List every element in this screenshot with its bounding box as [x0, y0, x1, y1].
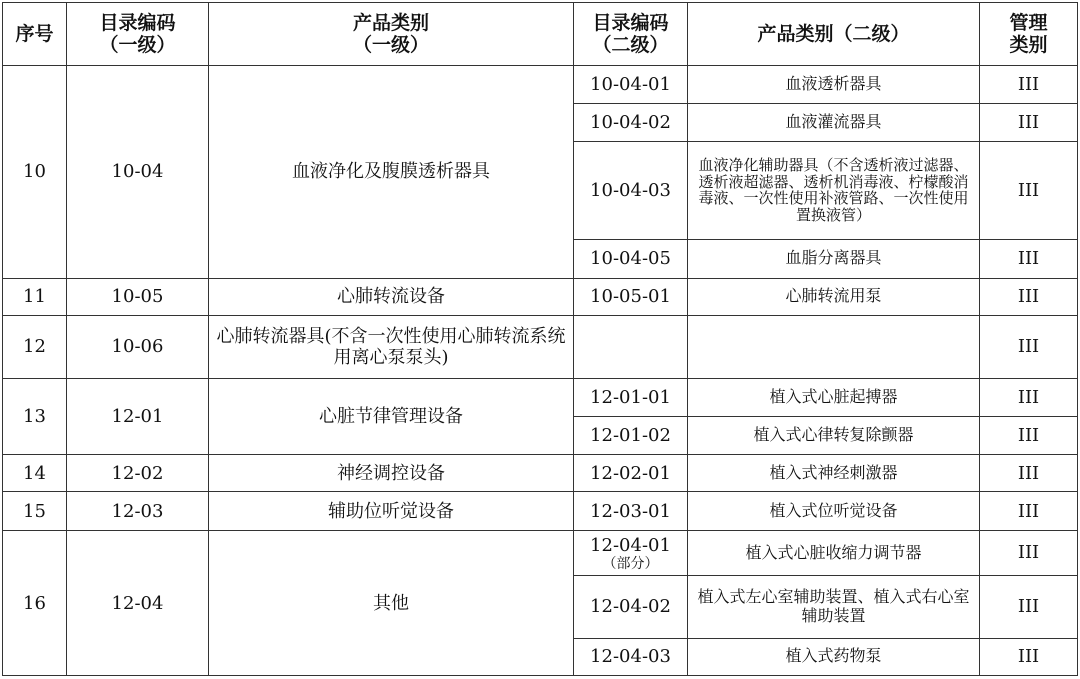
category-level2-cell: 心肺转流用泵	[688, 278, 980, 315]
table-row	[3, 66, 1078, 104]
category-level2-cell: 植入式心律转复除颤器	[688, 417, 980, 455]
device-catalog-table	[2, 2, 1078, 676]
table-row	[3, 379, 1078, 417]
code-level1-cell: 12-02	[67, 455, 209, 492]
seq-cell: 12	[3, 315, 67, 378]
code-level2-cell: 12-02-01	[574, 455, 688, 492]
header-category-level2: 产品类别（二级）	[688, 3, 980, 66]
seq-cell: 10	[3, 66, 67, 279]
category-level1-cell: 心脏节律管理设备	[209, 379, 574, 455]
table-row	[3, 278, 1078, 315]
category-level2-cell: 植入式药物泵	[688, 638, 980, 675]
table-row	[3, 315, 1078, 378]
code-level2-cell	[574, 315, 688, 378]
management-class-cell: III	[980, 142, 1078, 239]
code-level2-cell: 10-04-05	[574, 239, 688, 278]
seq-cell: 13	[3, 379, 67, 455]
code-level2-cell: 10-04-02	[574, 104, 688, 142]
code-level1-cell: 10-04	[67, 66, 209, 279]
code-level2-cell: 12-01-02	[574, 417, 688, 455]
code-level2-cell: 10-05-01	[574, 278, 688, 315]
table-row	[3, 531, 1078, 575]
management-class-cell: III	[980, 239, 1078, 278]
management-class-cell: III	[980, 492, 1078, 531]
category-level2-cell: 植入式位听觉设备	[688, 492, 980, 531]
code-level2-note: （部分）	[602, 555, 659, 572]
code-level2-cell: 10-04-03	[574, 142, 688, 239]
seq-cell: 14	[3, 455, 67, 492]
category-level1-cell: 血液净化及腹膜透析器具	[209, 66, 574, 279]
category-level2-cell: 植入式心脏起搏器	[688, 379, 980, 417]
category-level1-cell: 神经调控设备	[209, 455, 574, 492]
header-category-level1	[209, 3, 574, 66]
management-class-cell: III	[980, 66, 1078, 104]
table-row	[3, 492, 1078, 531]
header-code-level1-line2: （一级）	[99, 34, 176, 56]
management-class-cell: III	[980, 379, 1078, 417]
category-level2-cell	[688, 315, 980, 378]
header-code-level2	[574, 3, 688, 66]
category-level2-cell: 植入式神经刺激器	[688, 455, 980, 492]
code-level2-cell: 12-01-01	[574, 379, 688, 417]
code-level2-cell: 12-04-03	[574, 638, 688, 675]
management-class-cell: III	[980, 575, 1078, 638]
seq-cell: 11	[3, 278, 67, 315]
header-code-level2-line1: 目录编码	[592, 11, 669, 34]
management-class-cell: III	[980, 417, 1078, 455]
management-class-cell: III	[980, 638, 1078, 675]
code-level2-cell: 10-04-01	[574, 66, 688, 104]
table-row	[3, 455, 1078, 492]
header-management-class	[980, 3, 1078, 66]
code-level2-cell	[574, 531, 688, 575]
seq-cell: 16	[3, 531, 67, 676]
category-level2-cell: 血液净化辅助器具（不含透析液过滤器、透析液超滤器、透析机消毒液、柠檬酸消毒液、一次性使用补液管路、一次性使用置换液管）	[688, 142, 980, 239]
category-level1-cell: 心肺转流器具(不含一次性使用心肺转流系统用离心泵泵头)	[209, 315, 574, 378]
management-class-cell: III	[980, 531, 1078, 575]
header-management-class-line2: 类别	[1009, 34, 1048, 56]
category-level2-cell: 血脂分离器具	[688, 239, 980, 278]
management-class-cell: III	[980, 315, 1078, 378]
code-level1-cell: 12-04	[67, 531, 209, 676]
code-level2-value: 12-04-01	[590, 535, 671, 557]
management-class-cell: III	[980, 455, 1078, 492]
category-level1-cell: 其他	[209, 531, 574, 676]
header-category-level1-line1: 产品类别	[352, 11, 429, 34]
category-level2-cell: 血液灌流器具	[688, 104, 980, 142]
header-management-class-line1: 管理	[1009, 11, 1048, 34]
code-level2-cell: 12-04-02	[574, 575, 688, 638]
category-level2-cell: 血液透析器具	[688, 66, 980, 104]
category-level2-cell: 植入式左心室辅助装置、植入式右心室辅助装置	[688, 575, 980, 638]
code-level1-cell: 12-03	[67, 492, 209, 531]
management-class-cell: III	[980, 278, 1078, 315]
code-level1-cell: 10-05	[67, 278, 209, 315]
category-level2-cell: 植入式心脏收缩力调节器	[688, 531, 980, 575]
header-row	[3, 3, 1078, 66]
management-class-cell: III	[980, 104, 1078, 142]
category-level1-cell: 心肺转流设备	[209, 278, 574, 315]
header-code-level1	[67, 3, 209, 66]
code-level1-cell: 10-06	[67, 315, 209, 378]
code-level1-cell: 12-01	[67, 379, 209, 455]
code-level2-cell: 12-03-01	[574, 492, 688, 531]
header-code-level2-line2: （二级）	[592, 34, 669, 56]
header-code-level1-line1: 目录编码	[99, 11, 176, 34]
category-level1-cell: 辅助位听觉设备	[209, 492, 574, 531]
header-seq: 序号	[3, 3, 67, 66]
header-category-level1-line2: （一级）	[352, 34, 429, 56]
seq-cell: 15	[3, 492, 67, 531]
